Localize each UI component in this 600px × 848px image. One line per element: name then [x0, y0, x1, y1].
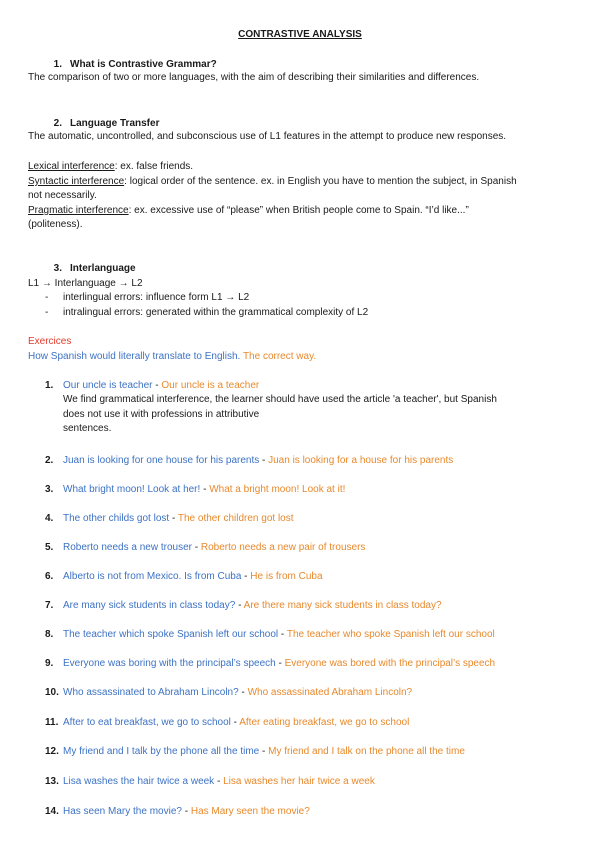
- exercise-number: 14.: [45, 806, 59, 817]
- exercise-correct: The teacher who spoke Spanish left our school: [286, 629, 495, 640]
- exercise-correct: Has Mary seen the movie?: [190, 806, 310, 817]
- exercise-number: 8.: [45, 629, 54, 640]
- exercise-literal: Our uncle is teacher: [63, 380, 153, 391]
- section-3-heading: [28, 262, 136, 277]
- exercise-item-8: [45, 628, 495, 643]
- exercise-literal: My friend and I talk by the phone all the time: [63, 746, 260, 757]
- exercise-literal: Alberto is not from Mexico. Is from Cuba: [63, 571, 242, 582]
- lexical-interference-text: : ex. false friends.: [114, 161, 194, 172]
- exercise-item-2: [45, 454, 453, 469]
- exercise-correct: Juan is looking for a house for his parents: [268, 455, 454, 466]
- exercises-subtitle: [28, 350, 316, 365]
- exercise-separator: -: [200, 484, 210, 495]
- exercise-separator: -: [259, 455, 269, 466]
- exercise-separator: -: [238, 687, 248, 698]
- exercise-separator: -: [235, 600, 244, 611]
- interlanguage-bullet-1: [28, 291, 249, 306]
- section-3-title: Interlanguage: [70, 263, 136, 274]
- bullet-text: intralingual errors: generated within the grammatical complexity of L2: [63, 307, 369, 318]
- bullet-text: interlingual errors: influence form L1 → L2: [63, 292, 250, 303]
- exercise-number: 6.: [45, 571, 54, 582]
- exercise-item-13: [45, 775, 375, 790]
- pragmatic-interference-term: Pragmatic interference: [28, 205, 129, 216]
- exercise-separator: -: [259, 746, 269, 757]
- exercise-item-6: [45, 570, 323, 585]
- exercise-separator: -: [191, 542, 201, 553]
- section-1-title: What is Contrastive Grammar?: [70, 59, 217, 70]
- syntactic-interference-text-cont: not necessarily.: [28, 190, 97, 201]
- exercise-literal: After to eat breakfast, we go to school: [63, 717, 231, 728]
- section-2-title: Language Transfer: [70, 118, 160, 129]
- exercise-item-4: [45, 512, 294, 527]
- exercise-correct: Who assassinated Abraham Lincoln?: [247, 687, 413, 698]
- exercise-note-line: does not use it with professions in attributive: [63, 408, 260, 420]
- exercise-item-7: [45, 599, 442, 614]
- exercise-number: 13.: [45, 776, 59, 787]
- exercise-item-9: [45, 657, 495, 672]
- bullet-marker: -: [45, 307, 49, 318]
- section-1-number: 1.: [53, 59, 62, 70]
- exercise-item-1: [45, 379, 259, 394]
- exercise-item-14: [45, 805, 310, 820]
- exercise-literal: Everyone was boring with the principal’s speech: [63, 658, 276, 669]
- lexical-interference-term: Lexical interference: [28, 161, 115, 172]
- bullet-marker: -: [45, 292, 49, 303]
- syntactic-interference-line: [28, 175, 517, 190]
- exercise-correct: He is from Cuba: [250, 571, 323, 582]
- exercise-correct: Lisa washes her hair twice a week: [223, 776, 375, 787]
- exercise-separator: -: [214, 776, 224, 787]
- lexical-interference-line: [28, 160, 193, 175]
- exercise-number: 11.: [45, 717, 59, 728]
- exercise-literal: The other childs got lost: [63, 513, 170, 524]
- exercise-number: 3.: [45, 484, 54, 495]
- exercise-literal: Has seen Mary the movie?: [63, 806, 182, 817]
- exercise-note-line: sentences.: [63, 423, 112, 434]
- exercise-separator: -: [230, 717, 240, 728]
- exercise-correct: The other children got lost: [177, 513, 294, 524]
- exercise-number: 1.: [45, 380, 54, 391]
- exercise-separator: -: [169, 513, 178, 524]
- exercise-item-1-note: [63, 393, 497, 437]
- syntactic-interference-text: : logical order of the sentence. ex. in English you have to mention the subject, in Spanish: [124, 176, 517, 187]
- exercise-correct: My friend and I talk on the phone all the time: [268, 746, 465, 757]
- pragmatic-interference-text: : ex. excessive use of “please” when British people come to Spain. “I’d like...”: [128, 205, 469, 216]
- exercise-separator: -: [275, 658, 285, 669]
- exercise-item-11: [45, 716, 409, 731]
- exercise-number: 2.: [45, 455, 54, 466]
- exercise-correct: Our uncle is a teacher: [161, 380, 260, 391]
- exercise-number: 10.: [45, 687, 59, 698]
- section-2-number: 2.: [53, 118, 62, 129]
- interlanguage-flow: L1 → Interlanguage → L2: [28, 278, 143, 289]
- interlanguage-bullet-2: [28, 306, 368, 321]
- pragmatic-interference-line: [28, 204, 469, 219]
- exercise-literal: Lisa washes the hair twice a week: [63, 776, 215, 787]
- exercise-literal: What bright moon! Look at her!: [63, 484, 201, 495]
- exercise-literal: Are many sick students in class today?: [63, 600, 236, 611]
- exercises-subtitle-literal: How Spanish would literally translate to English.: [28, 351, 241, 362]
- exercise-correct: Roberto needs a new pair of trousers: [200, 542, 366, 553]
- exercises-subtitle-correct: The correct way.: [240, 351, 317, 362]
- document-title: CONTRASTIVE ANALYSIS: [238, 29, 362, 40]
- exercise-number: 12.: [45, 746, 59, 757]
- section-1-text: The comparison of two or more languages, with the aim of describing their similarities and differences.: [28, 72, 480, 83]
- exercise-separator: -: [278, 629, 287, 640]
- exercise-separator: -: [241, 571, 251, 582]
- exercise-literal: Juan is looking for one house for his parents: [63, 455, 260, 466]
- exercise-correct: Are there many sick students in class today?: [243, 600, 442, 611]
- exercise-number: 7.: [45, 600, 54, 611]
- exercise-note-line: We find grammatical interference, the learner should have used the article 'a teacher', but Spanish: [63, 394, 497, 405]
- exercise-number: 5.: [45, 542, 54, 553]
- exercise-number: 9.: [45, 658, 54, 669]
- exercise-correct: Everyone was bored with the principal’s speech: [284, 658, 496, 669]
- section-2-text: The automatic, uncontrolled, and subconscious use of L1 features in the attempt to produce new responses.: [28, 131, 507, 142]
- pragmatic-interference-text-cont: (politeness).: [28, 219, 83, 230]
- exercise-separator: -: [152, 380, 162, 391]
- exercise-item-5: [45, 541, 365, 556]
- exercise-item-3: [45, 483, 345, 498]
- exercise-item-10: [45, 686, 412, 701]
- exercises-heading: Exercices: [28, 336, 72, 347]
- syntactic-interference-term: Syntactic interference: [28, 176, 125, 187]
- section-3-number: 3.: [53, 263, 62, 274]
- exercise-literal: Roberto needs a new trouser: [63, 542, 192, 553]
- exercise-correct: What a bright moon! Look at it!: [209, 484, 346, 495]
- exercise-item-12: [45, 745, 465, 760]
- exercise-literal: Who assassinated to Abraham Lincoln?: [63, 687, 239, 698]
- exercise-correct: After eating breakfast, we go to school: [239, 717, 410, 728]
- exercise-literal: The teacher which spoke Spanish left our school: [63, 629, 279, 640]
- exercise-separator: -: [181, 806, 191, 817]
- exercise-number: 4.: [45, 513, 54, 524]
